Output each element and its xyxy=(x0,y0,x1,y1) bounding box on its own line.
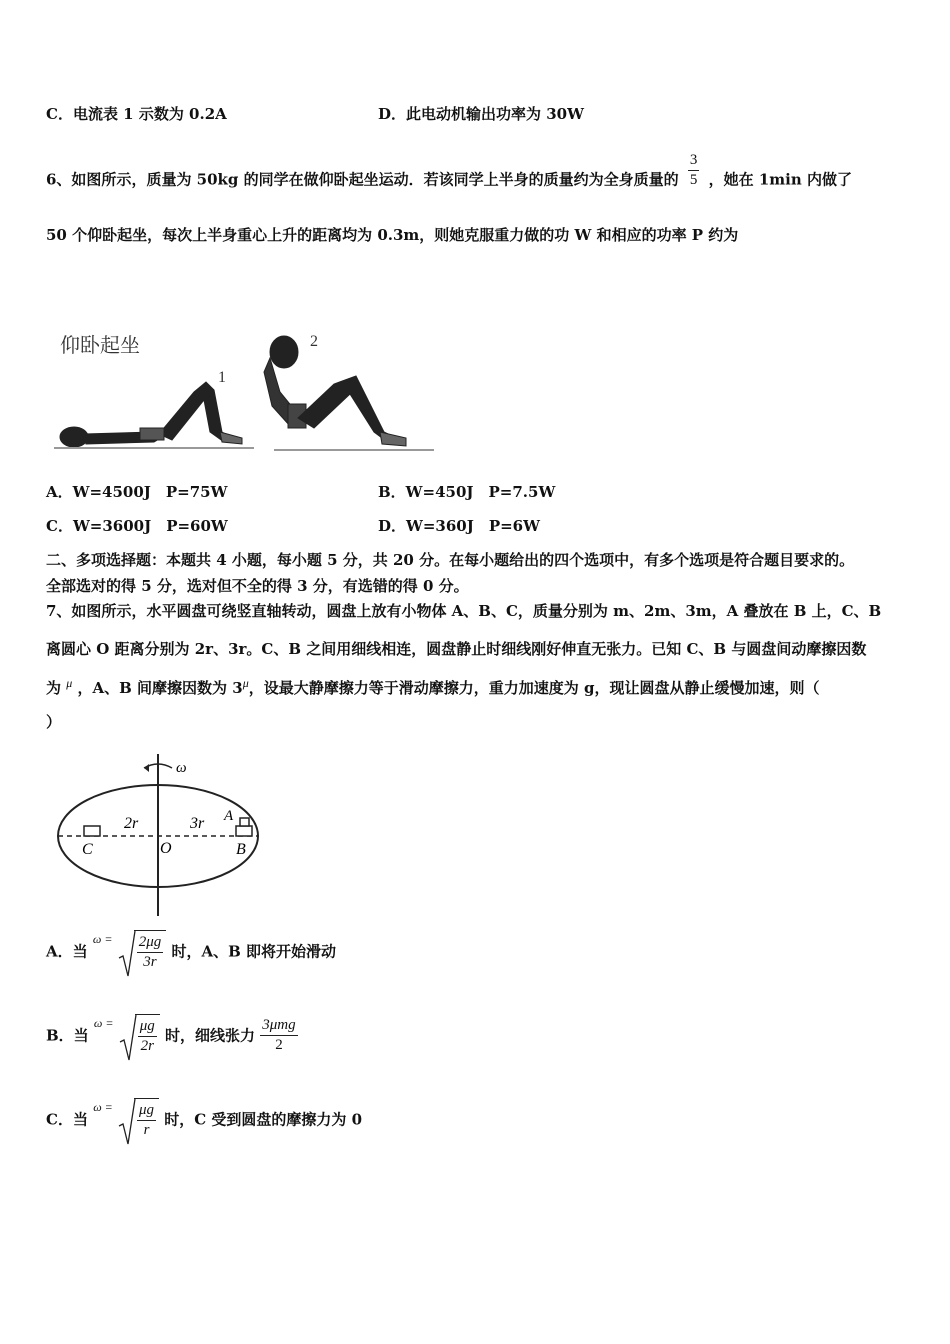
q6-option-a: A．W=4500J P=75W xyxy=(46,483,228,501)
label-b: B xyxy=(236,841,246,858)
omega-equals: ω = xyxy=(92,932,113,946)
q6-option-d: D．W=360J P=6W xyxy=(378,517,540,535)
sqrt-c-denominator: r xyxy=(143,1122,150,1138)
figure-title: 仰卧起坐 xyxy=(60,333,140,357)
figure-label-2: 2 xyxy=(310,333,318,350)
option-b-prefix: B．当 xyxy=(46,1026,89,1045)
sqrt-b-denominator: 2r xyxy=(140,1038,154,1054)
sqrt-expression-c xyxy=(118,1098,159,1140)
option-c-prev: C．电流表 1 示数为 0.2A xyxy=(46,105,227,123)
q7-line2: 离圆心 O 距离分别为 2r、3r。C、B 之间用细线相连，圆盘静止时细线刚好伸直无张力。已知 C、B 与圆盘间动摩擦因数 xyxy=(46,640,867,658)
q6-option-c: C．W=3600J P=60W xyxy=(46,517,228,535)
sqrt-c-numerator: μg xyxy=(137,1101,156,1121)
label-2r: 2r xyxy=(124,815,139,832)
figure-label-1: 1 xyxy=(218,369,226,386)
section2-line1: 二、多项选择题：本题共 4 小题，每小题 5 分，共 20 分。在每小题给出的四个选项中，有多个选项是符合题目要求的。 xyxy=(46,551,855,569)
fraction-denominator: 5 xyxy=(689,172,698,188)
option-c-prefix: C．当 xyxy=(46,1110,88,1129)
option-d-prev: D．此电动机输出功率为 30W xyxy=(378,105,584,123)
q6-line1 xyxy=(46,152,852,200)
q6-option-b: B．W=450J P=7.5W xyxy=(378,483,556,501)
tension-fraction xyxy=(260,1016,297,1055)
person-sitting xyxy=(264,336,434,450)
situp-illustration xyxy=(44,322,444,472)
q6-line2: 50 个仰卧起坐，每次上半身重心上升的距离均为 0.3m，则她克服重力做的功 W 和相应的功率 P 约为 xyxy=(46,226,739,244)
q7-line3-part-b: ，A、B 间摩擦因数为 3 xyxy=(77,679,243,697)
option-b-suffix: 时，细线张力 xyxy=(165,1026,256,1045)
omega-label: ω xyxy=(176,760,187,776)
label-o: O xyxy=(160,840,172,857)
person-lying xyxy=(54,382,254,448)
section2-line2: 全部选对的得 5 分，选对但不全的得 3 分，有选错的得 0 分。 xyxy=(46,577,469,595)
mu-symbol-2: μ xyxy=(242,676,249,690)
sqrt-expression-a xyxy=(118,930,167,972)
q7-option-a xyxy=(46,930,336,972)
block-c xyxy=(84,826,100,836)
tension-denominator: 2 xyxy=(275,1036,283,1053)
sqrt-expression-b xyxy=(119,1014,160,1056)
sqrt-b-numerator: μg xyxy=(138,1017,157,1037)
option-c-suffix: 时，C 受到圆盘的摩擦力为 0 xyxy=(164,1110,363,1129)
fraction-numerator: 3 xyxy=(688,151,700,171)
q7-option-b xyxy=(46,1014,298,1056)
fraction-three-fifths xyxy=(688,151,700,190)
block-a xyxy=(240,818,249,826)
block-b xyxy=(236,826,252,836)
mu-symbol: μ xyxy=(66,676,73,690)
q7-option-c xyxy=(46,1098,362,1140)
disk-diagram xyxy=(52,750,272,920)
tension-numerator: 3μmg xyxy=(260,1016,297,1036)
omega-equals-b: ω = xyxy=(93,1016,114,1030)
q7-line3-part-c: ，设最大静摩擦力等于滑动摩擦力，重力加速度为 g，现让圆盘从静止缓慢加速，则（ xyxy=(248,679,820,697)
label-3r: 3r xyxy=(190,815,205,832)
label-a: A xyxy=(224,808,234,824)
omega-equals-c: ω = xyxy=(93,1100,113,1114)
option-a-prefix: A．当 xyxy=(46,942,88,961)
sqrt-a-numerator: 2μg xyxy=(137,933,164,953)
rotating-disk-figure xyxy=(52,750,272,920)
q6-text: 6、如图所示，质量为 50kg 的同学在做仰卧起坐运动．若该同学上半身的质量约为全身质量的 xyxy=(46,170,679,189)
sqrt-a-denominator: 3r xyxy=(143,954,157,970)
option-a-suffix: 时，A、B 即将开始滑动 xyxy=(171,942,336,961)
situp-figure xyxy=(44,322,444,472)
q7-line1: 7、如图所示，水平圆盘可绕竖直轴转动，圆盘上放有小物体 A、B、C，质量分别为 m、2m、3m，A 叠放在 B 上，C、B xyxy=(46,602,882,620)
label-c: C xyxy=(82,841,93,858)
q7-line4: ） xyxy=(46,713,62,731)
q7-line3 xyxy=(46,676,819,698)
q7-line3-part-a: 为 xyxy=(46,679,62,697)
q6-text-end: ，她在 1min 内做了 xyxy=(708,170,852,189)
